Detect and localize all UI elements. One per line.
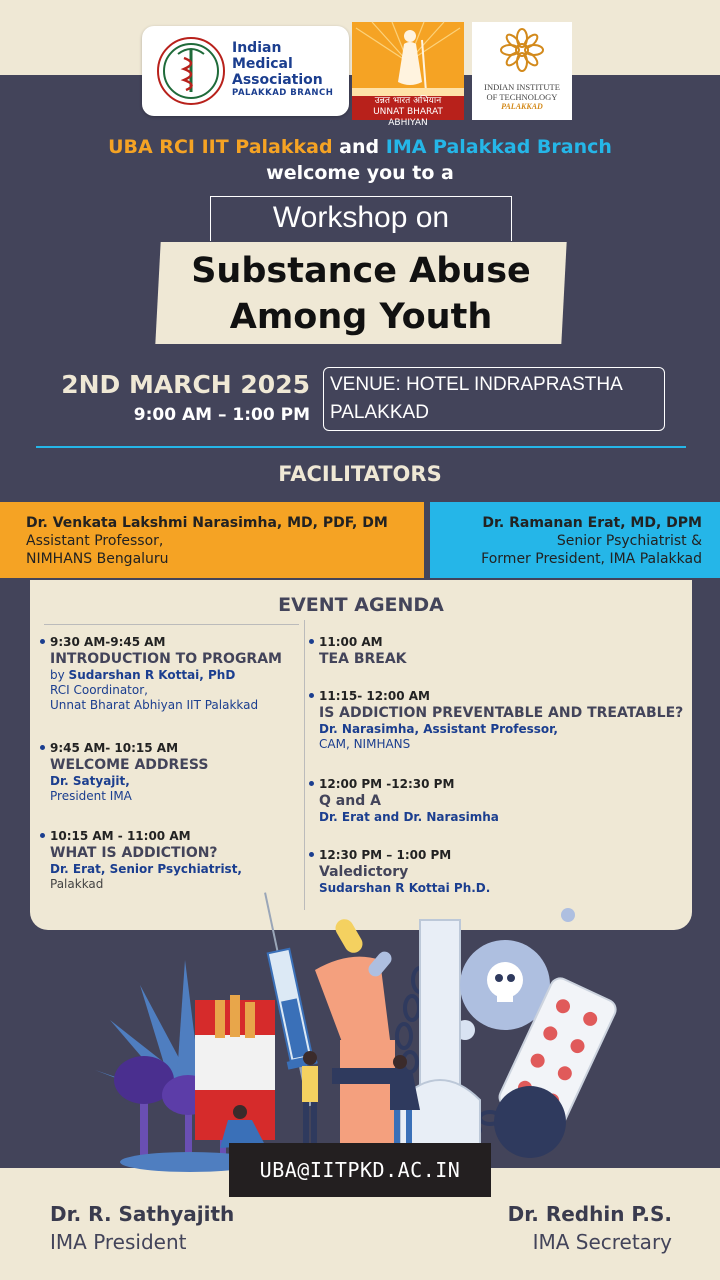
iit-name-line3: PALAKKAD [501,102,543,111]
facilitator-right [430,502,720,578]
ima-emblem-icon [156,36,226,106]
agenda-item [319,847,689,896]
agenda-heading: Valedictory [319,864,409,880]
agenda-heading: Q and A [319,793,381,809]
raised-fist-icon [315,957,404,1160]
agenda-speaker: Sudarshan R Kottai Ph.D. [319,881,491,895]
iit-name [472,82,572,112]
venue-line2: PALAKKAD [330,402,429,423]
agenda-time: 12:00 PM -12:30 PM [319,777,455,791]
agenda-detail: CAM, NIMHANS [319,737,411,751]
iit-name-line2: OF TECHNOLOGY [486,92,558,102]
agenda-speaker: Dr. Erat, Senior Psychiatrist, [50,862,242,876]
venue-box [323,367,665,431]
bullet-icon [40,639,45,644]
section-divider [36,446,686,448]
headline-org2: IMA Palakkad Branch [385,136,612,158]
agenda-item [319,688,689,752]
ima-branch: PALAKKAD BRANCH [232,88,334,98]
venue-line1: VENUE: HOTEL INDRAPRASTHA [330,374,623,395]
ima-name-line3: Association [232,72,323,88]
contact-email: UBA@IITPKD.AC.IN [229,1143,491,1197]
workshop-prefix: Workshop on [210,196,512,241]
signatory-left-role: IMA President [50,1230,187,1254]
agenda-detail: RCI Coordinator, [50,683,148,697]
facilitator-left-name: Dr. Venkata Lakshmi Narasimha, MD, PDF, DM [26,515,388,531]
facilitator-right-role: Senior Psychiatrist & [556,533,702,549]
agenda-speaker: Dr. Narasimha, Assistant Professor, [319,722,558,736]
facilitator-right-org: Former President, IMA Palakkad [481,551,702,567]
agenda-time: 9:45 AM- 10:15 AM [50,741,179,755]
agenda-item [50,634,300,713]
facilitator-left-role: Assistant Professor, [26,533,164,549]
ima-name [232,40,323,88]
workshop-title-line1: Substance Abuse [191,251,531,291]
agenda-speaker: Dr. Satyajit, [50,774,130,788]
iit-palakkad-logo [472,22,572,120]
headline-welcome: welcome you to a [266,162,454,184]
agenda-heading: WHAT IS ADDICTION? [50,845,218,861]
agenda-item [50,740,300,804]
agenda-detail: President IMA [50,789,132,803]
headline-and: and [339,136,380,158]
cigarette-pack-icon [195,995,275,1140]
agenda-title: EVENT AGENDA [278,594,444,616]
facilitator-right-name: Dr. Ramanan Erat, MD, DPM [482,515,702,531]
event-time: 9:00 AM – 1:00 PM [133,405,310,425]
signatory-right-role: IMA Secretary [532,1230,672,1254]
signatory-right [450,1200,672,1256]
ima-name-line1: Indian [232,40,282,56]
bullet-icon [309,693,314,698]
iit-emblem-icon [472,22,572,80]
uba-caption-english: UNNAT BHARAT ABHIYAN [373,107,443,128]
iit-name-line1: INDIAN INSTITUTE [484,82,560,92]
signatory-left [50,1200,234,1256]
agenda-detail: Palakkad [50,877,104,891]
signatory-left-name: Dr. R. Sathyajith [50,1202,235,1226]
facilitator-left [0,502,424,578]
agenda-time: 11:00 AM [319,635,383,649]
agenda-time: 9:30 AM-9:45 AM [50,635,166,649]
agenda-speaker: Sudarshan R Kottai, PhD [68,668,236,682]
substance-abuse-illustration [90,890,630,1175]
agenda-speaker-line [50,668,300,683]
headline-org1: UBA RCI IIT Palakkad [108,136,333,158]
workshop-title-line2: Among Youth [229,297,493,337]
ima-name-line2: Medical [232,56,293,72]
agenda-by: by [50,668,69,682]
agenda-item [319,776,689,825]
event-agenda [30,580,692,930]
bullet-icon [309,852,314,857]
facilitator-left-org: NIMHANS Bengaluru [26,551,169,567]
ball-and-chain-icon [494,1086,566,1158]
ima-logo [142,26,349,116]
facilitators-title: FACILITATORS [278,462,442,486]
agenda-heading: IS ADDICTION PREVENTABLE AND TREATABLE? [319,705,684,721]
gandhi-icon [352,22,464,96]
agenda-time: 12:30 PM – 1:00 PM [319,848,452,862]
bullet-icon [309,781,314,786]
agenda-column-divider [304,620,305,910]
bullet-icon [309,639,314,644]
agenda-speaker: Dr. Erat and Dr. Narasimha [319,810,499,824]
agenda-detail: Unnat Bharat Abhiyan IIT Palakkad [50,698,259,712]
workshop-title [158,248,564,340]
agenda-rule [44,624,299,625]
agenda-time: 11:15- 12:00 AM [319,689,430,703]
headline [0,134,720,186]
agenda-item [319,634,689,668]
agenda-item [50,828,300,892]
bullet-icon [40,745,45,750]
uba-caption [352,96,464,128]
agenda-heading: INTRODUCTION TO PROGRAM [50,651,282,667]
agenda-time: 10:15 AM - 11:00 AM [50,829,191,843]
signatory-right-name: Dr. Redhin P.S. [507,1202,672,1226]
agenda-heading: TEA BREAK [319,651,407,667]
uba-caption-hindi: उन्नत भारत अभियान [374,96,442,106]
agenda-heading: WELCOME ADDRESS [50,757,209,773]
bullet-icon [40,833,45,838]
event-date: 2ND MARCH 2025 [61,370,310,399]
uba-logo [352,22,464,128]
